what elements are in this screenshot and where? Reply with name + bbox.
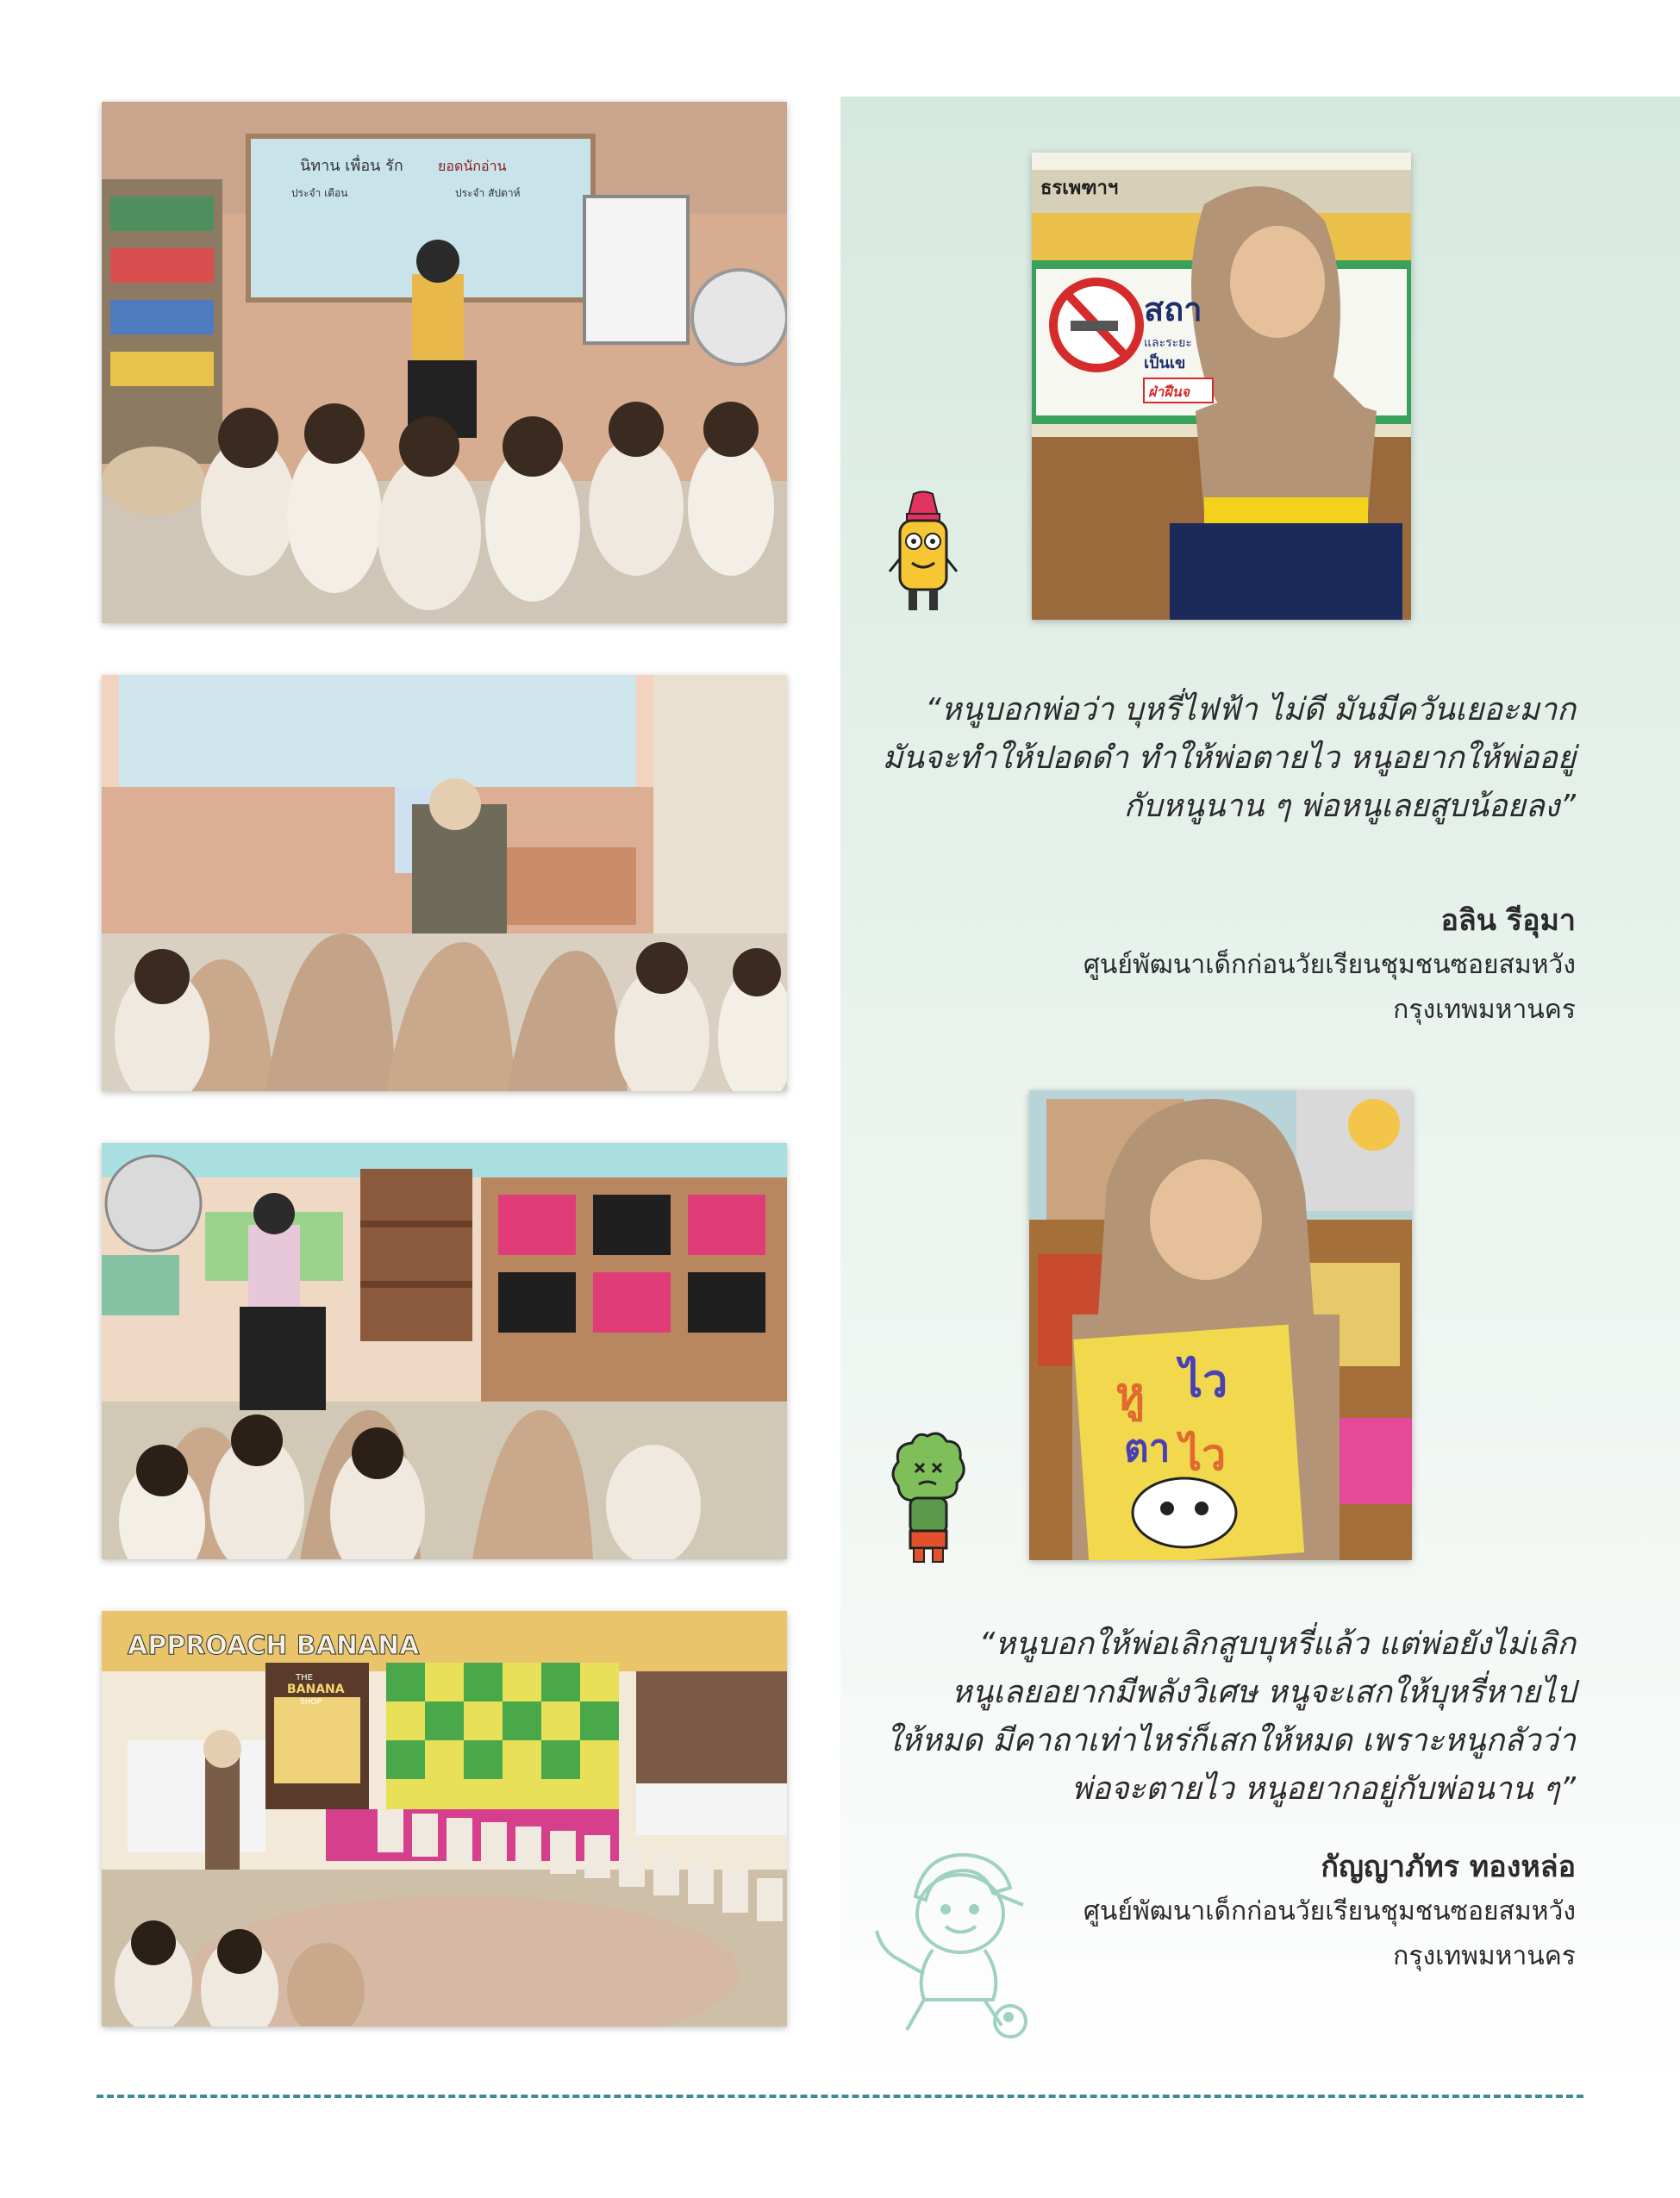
attribution-name: กัญญาภัทร ทองหล่อ xyxy=(1321,1850,1576,1884)
photo-banana-shop-classroom xyxy=(102,1611,787,2026)
sign-line1-text: และระยะ xyxy=(1144,336,1192,350)
lighter-mascot-icon xyxy=(888,490,959,619)
footer-divider xyxy=(97,2095,1583,2098)
attribution-2 xyxy=(1084,1845,1576,1979)
photo-storytelling-classroom-3 xyxy=(102,1143,787,1559)
banner-text: APPROACH BANANA xyxy=(128,1631,420,1661)
photo-girl-holding-book xyxy=(1029,1090,1412,1560)
boy-outline-icon xyxy=(864,1845,1036,2043)
sign-big-text: สถา xyxy=(1144,290,1202,328)
photo-girl-no-smoking-sign xyxy=(1032,153,1411,620)
book-line4-text: ไว xyxy=(1180,1430,1227,1480)
germ-mascot-icon xyxy=(888,1429,967,1564)
attribution-org: ศูนย์พัฒนาเด็กก่อนวัยเรียนชุมชนซอยสมหวัง xyxy=(1083,950,1576,980)
shop-name-text: BANANA xyxy=(287,1683,345,1696)
sign-red-text: ฝ่าฝืนจ xyxy=(1148,384,1190,400)
book-line3-text: ตา xyxy=(1124,1427,1171,1471)
quote-text-2: “หนูบอกให้พ่อเลิกสูบบุหรี่แล้ว แต่พ่อยังไม่เลิก หนูเลยอยากมีพลังวิเศษ หนูจะเสกให้บุหรี่หายไป ให้หมด มีคาถาเท่าไหร่ก็เสกให้หมด เพราะหนูกลัวว่า พ่อจะตายไว หนูอยากอยู่กับพ่อนาน ๆ” xyxy=(885,1627,1576,1807)
board2-title-text: ยอดนักอ่าน xyxy=(438,158,507,174)
photo-scene xyxy=(1032,153,1411,620)
photo-scene xyxy=(102,1143,787,1559)
sign-line2-text: เป็นเข xyxy=(1144,354,1186,372)
shop-top-text: THE xyxy=(296,1673,313,1683)
attribution-city: กรุงเทพมหานคร xyxy=(1393,1941,1576,1971)
photo-scene xyxy=(102,102,787,623)
photo-scene xyxy=(1029,1090,1412,1560)
photo-scene xyxy=(102,675,787,1091)
shop-sub-text: SHOP xyxy=(300,1698,322,1707)
sign-top-text: ธรเพฑาฯ xyxy=(1040,178,1119,199)
attribution-name: อลิน รีอุมา xyxy=(1440,903,1576,938)
attribution-org: ศูนย์พัฒนาเด็กก่อนวัยเรียนชุมชนซอยสมหวัง xyxy=(1083,1896,1576,1926)
photo-scene xyxy=(102,1611,787,2026)
board-title-text: นิทาน เพื่อน รัก xyxy=(300,157,403,175)
photo-storytelling-classroom-1 xyxy=(102,102,787,623)
attribution-city: กรุงเทพมหานคร xyxy=(1393,995,1576,1025)
board-sub-text: ประจำ เดือน xyxy=(291,187,348,199)
board2-sub-text: ประจำ สัปดาห์ xyxy=(455,187,521,199)
book-line1-text: หู xyxy=(1115,1369,1146,1421)
book-line2-text: ไว xyxy=(1180,1356,1228,1408)
attribution-1 xyxy=(1084,898,1576,1033)
photo-storytelling-classroom-2 xyxy=(102,675,787,1091)
quote-text-1: “หนูบอกพ่อว่า บุหรี่ไฟฟ้า ไม่ดี มันมีควันเยอะมาก มันจะทำให้ปอดดำ ทำให้พ่อตายไว หนูอยากให้พ่ออยู่ กับหนูนาน ๆ พ่อหนูเลยสูบน้อยลง” xyxy=(882,692,1576,824)
